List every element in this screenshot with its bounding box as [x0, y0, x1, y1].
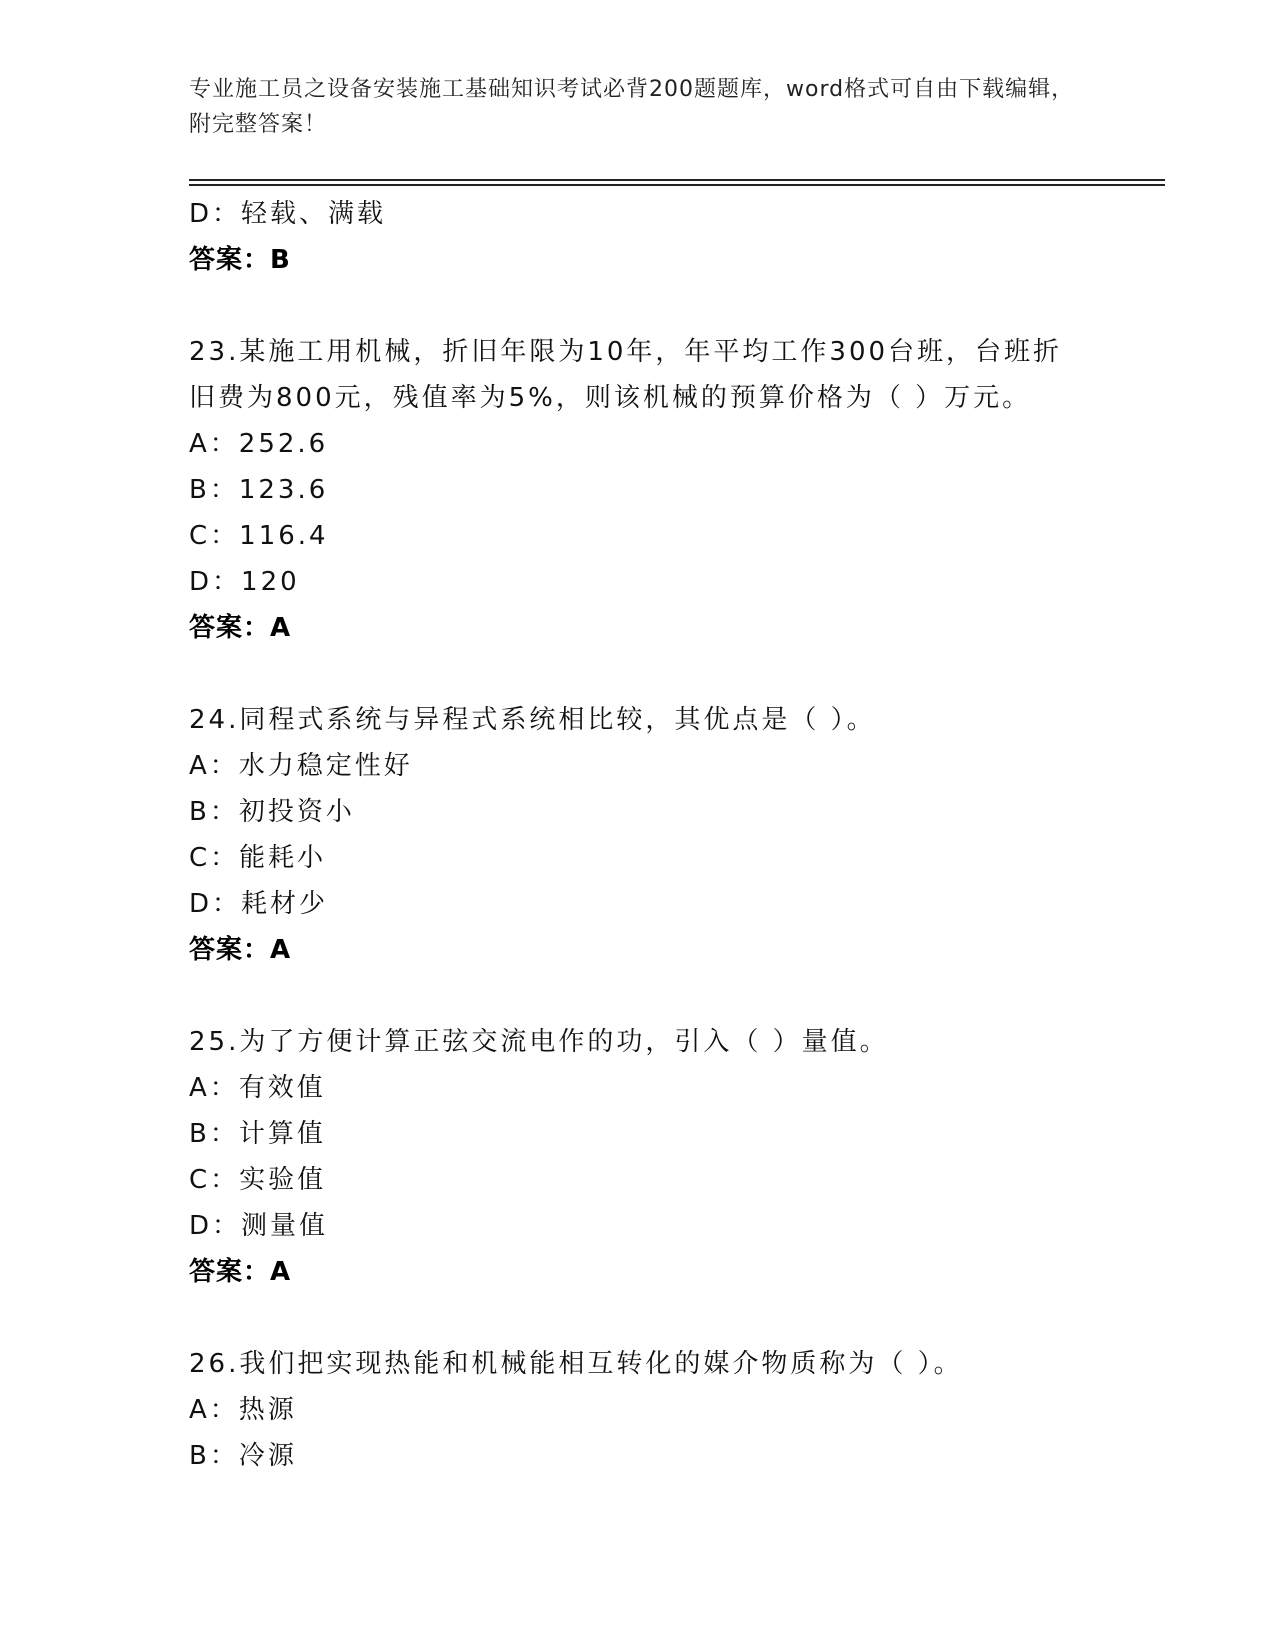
option-25-d: D：测量值: [189, 1211, 329, 1241]
question-list: [189, 191, 1129, 1479]
option-24-a: A：水力稳定性好: [189, 751, 413, 781]
spacer: [189, 973, 1129, 1019]
question-25: 25.为了方便计算正弦交流电作的功，引入（ ）量值。: [189, 1027, 889, 1057]
option-23-b: B：123.6: [189, 475, 329, 505]
option-25-c: C：实验值: [189, 1165, 327, 1195]
answer-25: 答案：A: [189, 1257, 292, 1287]
option-24-d: D：耗材少: [189, 889, 329, 919]
document-header: 专业施工员之设备安装施工基础知识考试必背200题题库，word格式可自由下载编辑，附完整答案！: [189, 77, 1075, 137]
spacer: [189, 1295, 1129, 1341]
answer-22: 答案：B: [189, 245, 291, 275]
option-26-b: B：冷源: [189, 1441, 297, 1471]
answer-23: 答案：A: [189, 613, 292, 643]
spacer: [189, 651, 1129, 697]
option-23-c: C：116.4: [189, 521, 329, 551]
option-24-c: C：能耗小: [189, 843, 327, 873]
header-rule-bottom: [189, 184, 1165, 186]
header-rule-top: [189, 179, 1165, 181]
option-25-a: A：有效值: [189, 1073, 326, 1103]
question-23: 23.某施工用机械，折旧年限为10年，年平均工作300台班，台班折旧费为800元，残值率为5%，则该机械的预算价格为（ ）万元。: [189, 337, 1063, 413]
answer-24: 答案：A: [189, 935, 292, 965]
option-23-d: D：120: [189, 567, 300, 597]
question-24: 24.同程式系统与异程式系统相比较，其优点是（ ）。: [189, 705, 876, 735]
spacer: [189, 283, 1129, 329]
question-26: 26.我们把实现热能和机械能相互转化的媒介物质称为（ ）。: [189, 1349, 963, 1379]
option-22-d: D：轻载、满载: [189, 199, 387, 229]
option-25-b: B：计算值: [189, 1119, 326, 1149]
option-26-a: A：热源: [189, 1395, 297, 1425]
option-24-b: B：初投资小: [189, 797, 355, 827]
option-23-a: A：252.6: [189, 429, 329, 459]
